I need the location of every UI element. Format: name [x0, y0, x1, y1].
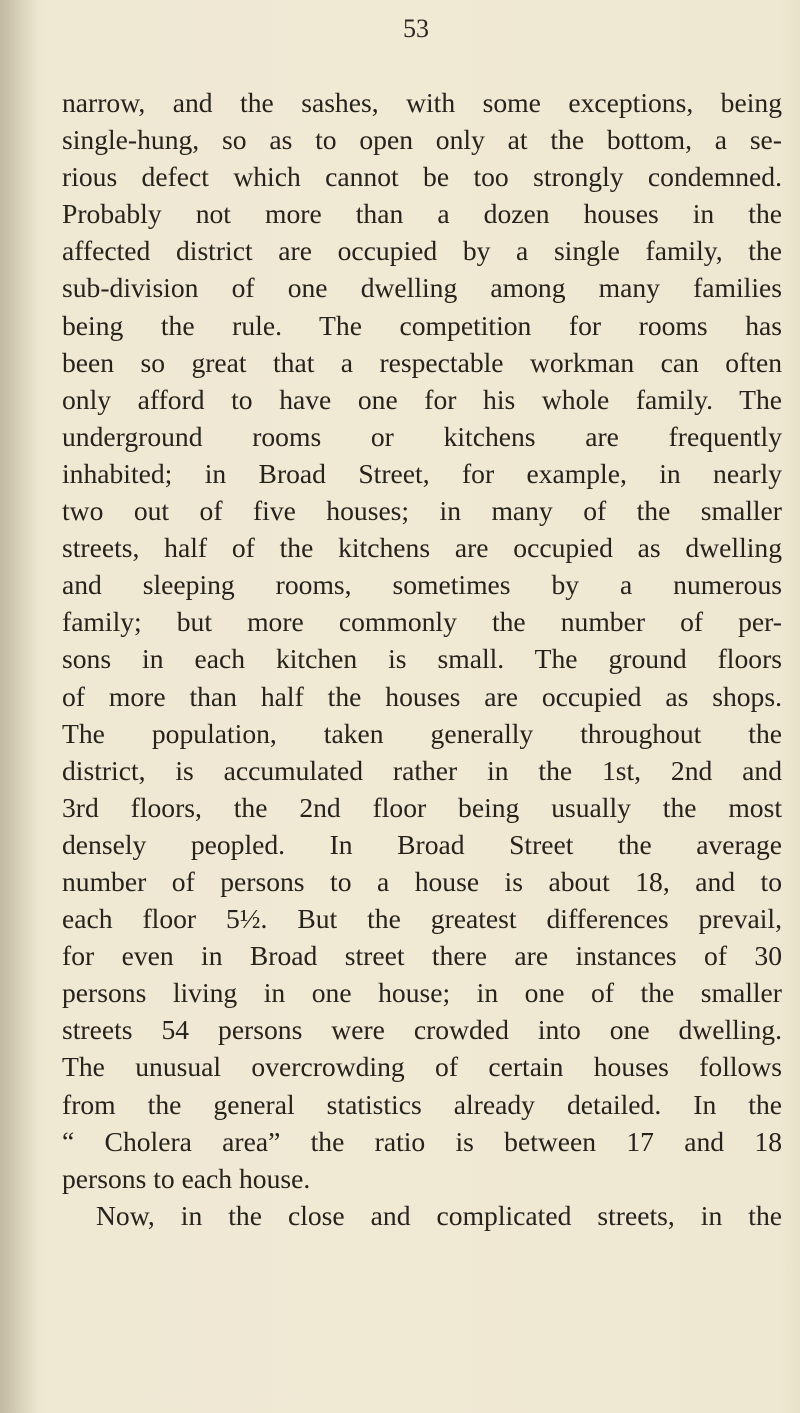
text-line: and sleeping rooms, sometimes by a numerous — [62, 569, 782, 601]
text-line: streets 54 persons were crowded into one dwelling. — [62, 1014, 782, 1046]
text-line: Now, in the close and complicated streets, in the — [96, 1199, 782, 1231]
text-line: number of persons to a house is about 18, and to — [62, 865, 782, 897]
text-line: 3rd floors, the 2nd floor being usually the most — [62, 791, 782, 823]
text-line: only afford to have one for his whole family. The — [62, 383, 782, 415]
page-number: 53 — [403, 14, 429, 43]
text-line: family; but more commonly the number of per- — [62, 606, 782, 638]
text-line: rious defect which cannot be too strongly condemned. — [62, 161, 782, 193]
text-line: single-hung, so as to open only at the bottom, a se- — [62, 124, 782, 156]
text-line: densely peopled. In Broad Street the average — [62, 828, 782, 860]
text-line: of more than half the houses are occupied as shops. — [62, 680, 782, 712]
text-line: “ Cholera area” the ratio is between 17 and 18 — [62, 1125, 782, 1157]
text-line: from the general statistics already detailed. In the — [62, 1088, 782, 1120]
binding-gutter-shadow — [0, 0, 38, 1413]
text-line: being the rule. The competition for rooms has — [62, 309, 782, 341]
text-line: persons to each house. — [62, 1162, 311, 1194]
text-line: inhabited; in Broad Street, for example, in nearly — [62, 457, 782, 489]
text-line: district, is accumulated rather in the 1st, 2nd and — [62, 754, 782, 786]
text-line: streets, half of the kitchens are occupied as dwelling — [62, 532, 782, 564]
text-line: underground rooms or kitchens are frequently — [62, 420, 782, 452]
text-line: The unusual overcrowding of certain houses follows — [62, 1051, 782, 1083]
text-line: two out of five houses; in many of the smaller — [62, 495, 782, 527]
text-line: Probably not more than a dozen houses in the — [62, 198, 782, 230]
text-line: sons in each kitchen is small. The ground floors — [62, 643, 782, 675]
text-line: The population, taken generally throughout the — [62, 717, 782, 749]
body-text — [62, 84, 782, 1234]
text-line: narrow, and the sashes, with some exceptions, being — [62, 87, 782, 118]
text-line: sub-division of one dwelling among many families — [62, 272, 782, 304]
text-line: been so great that a respectable workman can often — [62, 346, 782, 378]
text-line: affected district are occupied by a single family, the — [62, 235, 782, 267]
text-line: each floor 5½. But the greatest differences prevail, — [62, 903, 782, 935]
text-line: persons living in one house; in one of the smaller — [62, 977, 782, 1009]
text-line: for even in Broad street there are instances of 30 — [62, 940, 782, 972]
